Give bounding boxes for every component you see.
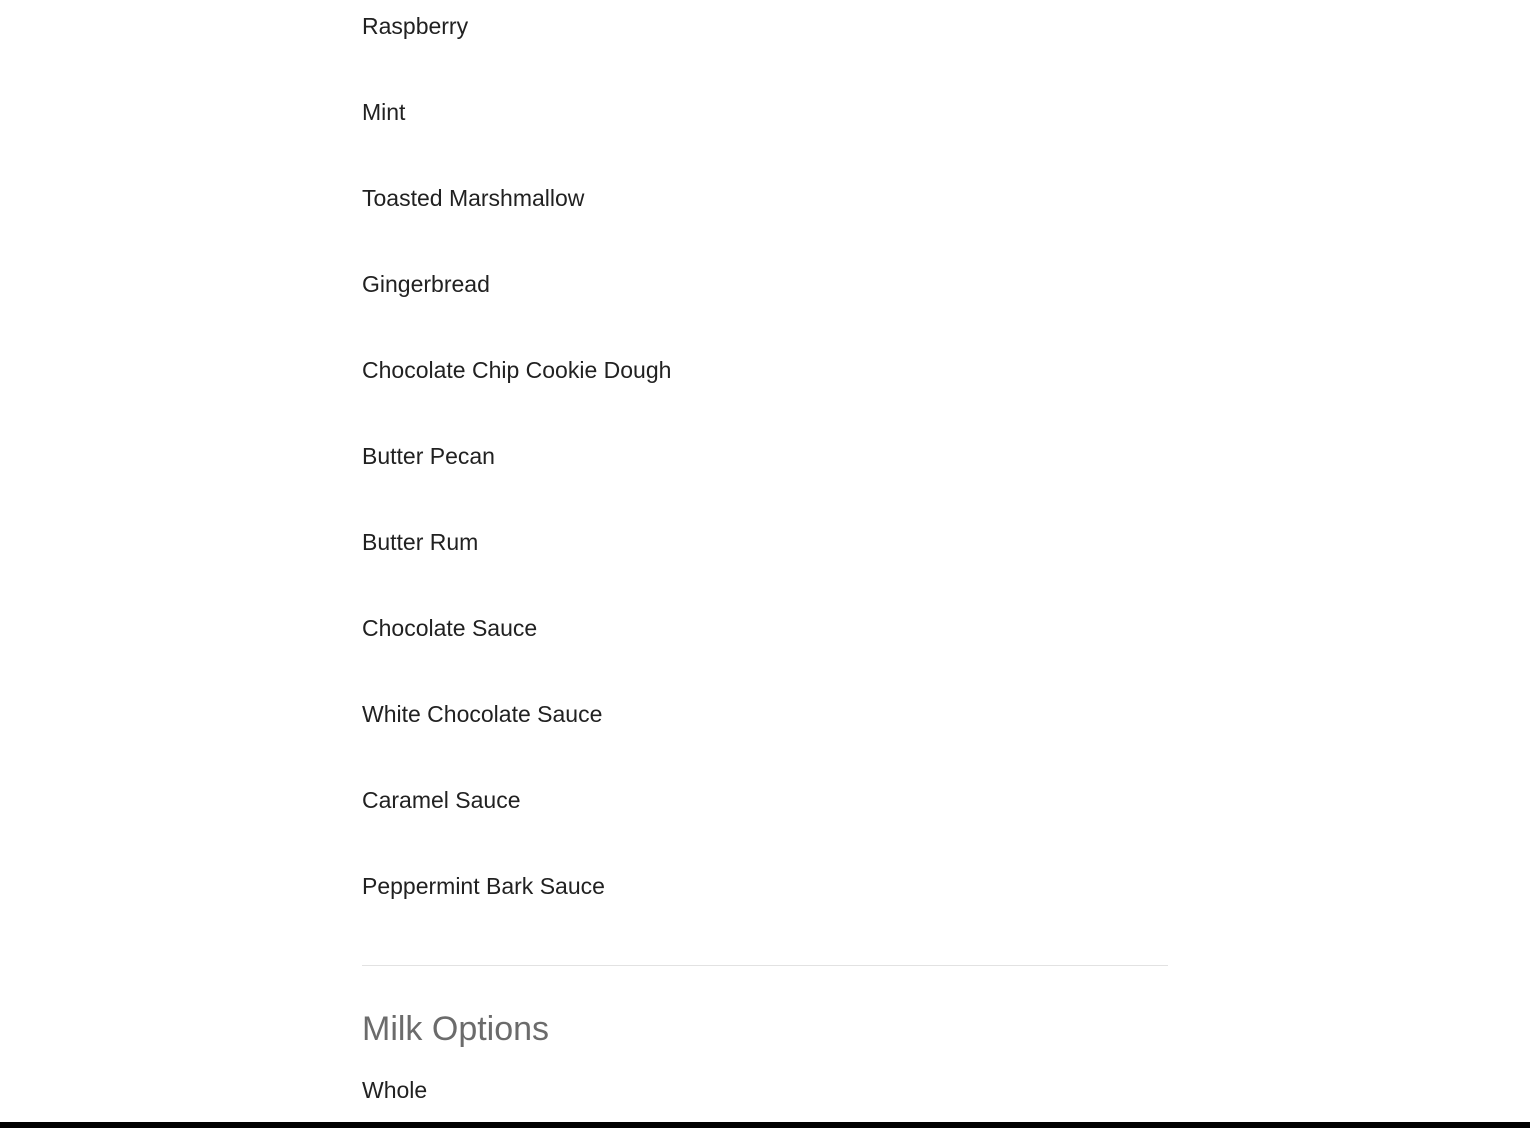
flavor-item[interactable]: Caramel Sauce bbox=[362, 787, 521, 813]
section-divider bbox=[362, 965, 1168, 966]
flavor-item[interactable]: Gingerbread bbox=[362, 271, 490, 297]
milk-option-item[interactable]: Whole bbox=[362, 1077, 428, 1103]
flavor-item[interactable]: Chocolate Sauce bbox=[362, 615, 538, 641]
flavor-item[interactable]: Raspberry bbox=[362, 13, 469, 39]
flavor-item[interactable]: White Chocolate Sauce bbox=[362, 701, 603, 727]
milk-options-heading: Milk Options bbox=[362, 1010, 550, 1048]
flavor-item[interactable]: Chocolate Chip Cookie Dough bbox=[362, 357, 672, 383]
bottom-bar bbox=[0, 1122, 1530, 1128]
flavor-item[interactable]: Toasted Marshmallow bbox=[362, 185, 585, 211]
flavor-item[interactable]: Butter Pecan bbox=[362, 443, 495, 469]
flavor-item[interactable]: Peppermint Bark Sauce bbox=[362, 873, 605, 899]
flavor-item[interactable]: Mint bbox=[362, 99, 406, 125]
flavor-item[interactable]: Butter Rum bbox=[362, 529, 479, 555]
